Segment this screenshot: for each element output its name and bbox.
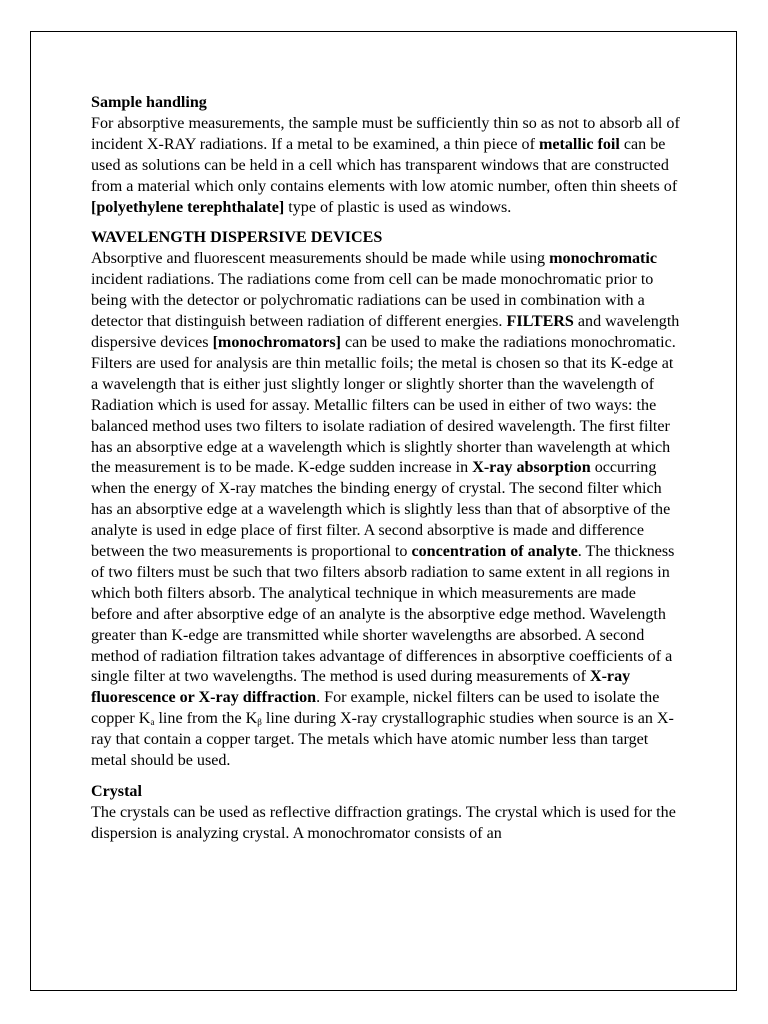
text-run: can be used as solutions can be held in a cell which has transparent windows that are constructed from a material which only contains elements with low atomic number, often thin sheets of <box>91 135 678 195</box>
section-paragraph <box>91 249 681 772</box>
text-run: and wavelength dispersive devices <box>91 313 680 351</box>
subscript-text: a <box>150 717 155 728</box>
text-run: . The thickness of two filters must be such that two filters absorb radiation to same extent in all regions in which both filters absorb. The analytical technique in which measurements are made before and after absorptive edge of an analyte is the absorptive edge method. Wavelength greater than K-edge are transmitted while shorter wavelengths are absorbed. A second method of radiation filtration takes advantage of differences in absorptive coefficients of a single filter at two wavelengths. The method is used during measurements of <box>91 543 675 686</box>
section-crystal <box>91 782 681 845</box>
text-run: incident radiations. The radiations come from cell can be made monochromatic prior to being with the detector or polychromatic radiations can be used in combination with a detector that distinguish between radiation of different energies. <box>91 271 654 331</box>
section-wavelength-dispersive-devices <box>91 228 681 772</box>
bold-text: [polyethylene terephthalate] <box>91 198 285 216</box>
section-sample-handling <box>91 93 681 218</box>
subscript-text: β <box>257 717 262 728</box>
text-run: For absorptive measurements, the sample must be sufficiently thin so as not to absorb all of incident X-RAY radiations. If a metal to be examined, a thin piece of <box>91 114 680 153</box>
bold-text: X-ray fluorescence or X-ray diffraction <box>91 668 631 707</box>
document-body <box>91 93 681 845</box>
text-run: The crystals can be used as reflective diffraction gratings. The crystal which is used for the dispersion is analyzing crystal. A monochromator consists of an <box>91 803 676 842</box>
section-paragraph <box>91 114 681 219</box>
text-run: line from the K <box>154 710 258 728</box>
bold-text: concentration of analyte <box>411 543 578 561</box>
text-run: line during X-ray crystallographic studies when source is an X-ray that contain a copper target. The metals which have atomic number less than target metal should be used. <box>91 710 674 770</box>
text-run: Absorptive and fluorescent measurements should be made while using <box>91 250 550 268</box>
bold-text: X-ray absorption <box>472 459 591 477</box>
section-heading: WAVELENGTH DISPERSIVE DEVICES <box>91 229 383 247</box>
bold-text: monochromatic <box>549 250 657 268</box>
bold-text: metallic foil <box>538 135 620 153</box>
bold-text: FILTERS <box>506 313 574 331</box>
section-heading: Sample handling <box>91 94 207 111</box>
bold-text: [monochromators] <box>212 333 341 351</box>
text-run: type of plastic is used as windows. <box>284 198 512 216</box>
text-run: . For example, nickel filters can be used to isolate the copper K <box>91 689 660 728</box>
section-paragraph <box>91 803 681 845</box>
text-run: can be used to make the radiations monochromatic. Filters are used for analysis are thin metallic foils; the metal is chosen so that its K-edge at a wavelength that is either just slightly longer or slightly shorter than the wavelength of Radiation which is used for assay. Metallic filters can be used in either of two ways: the balanced method uses two filters to isolate radiation of desired wavelength. The first filter has an absorptive edge at a wavelength which is slightly shorter than wavelength at which the measurement is to be made. K-edge sudden increase in <box>91 333 676 477</box>
section-heading: Crystal <box>91 783 142 800</box>
text-run: occurring when the energy of X-ray matches the binding energy of crystal. The second filter which has an absorptive edge at a wavelength which is slightly less than that of absorptive of the analyte is used in edge place of first filter. A second absorptive is made and difference between the two measurements is proportional to <box>91 459 671 561</box>
